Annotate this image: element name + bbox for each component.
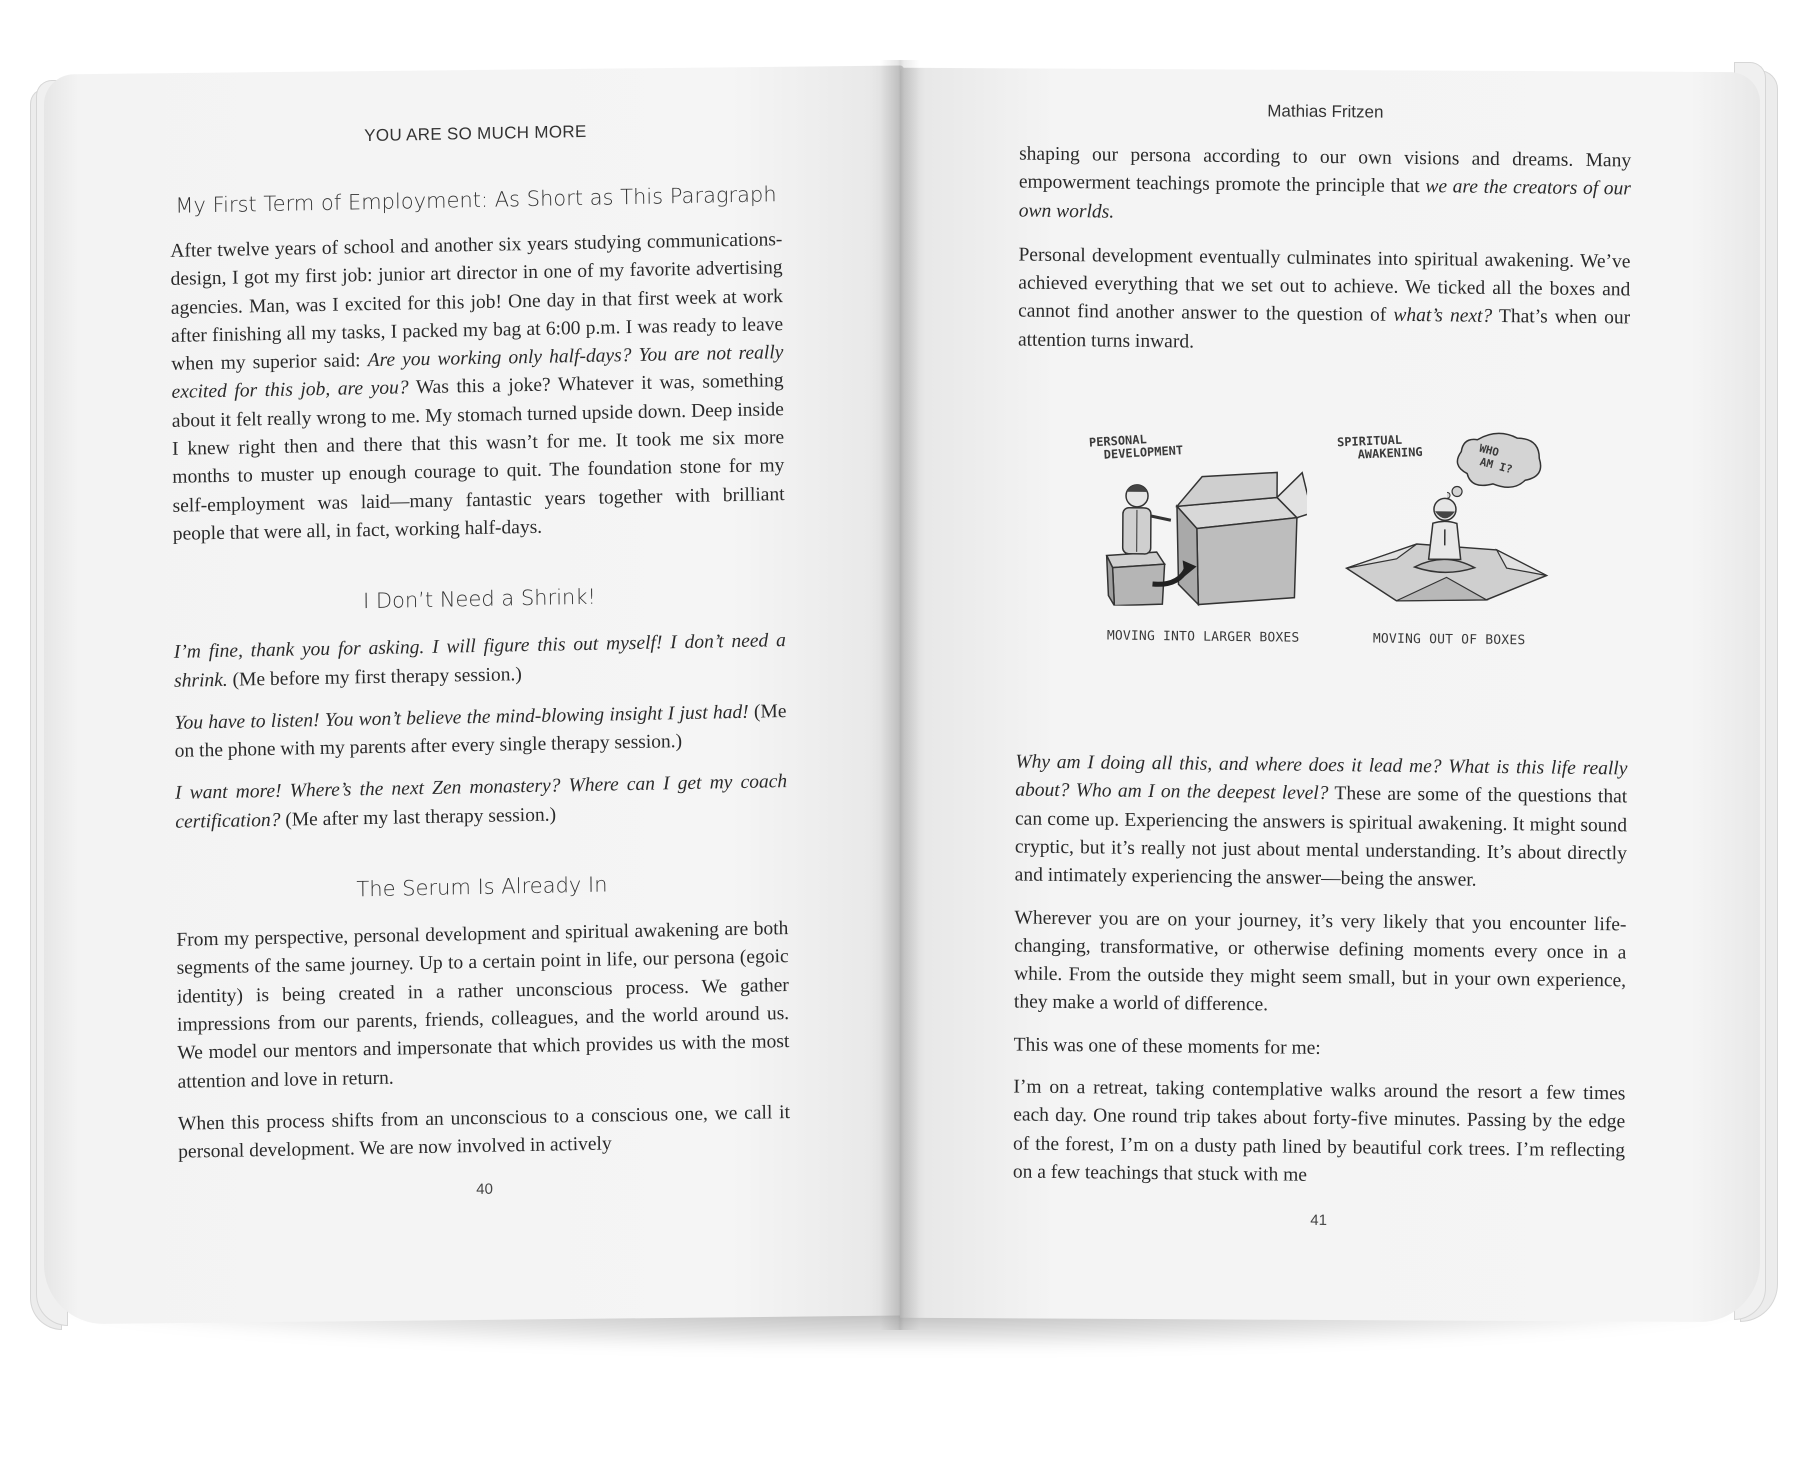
right-page	[900, 68, 1760, 1323]
section-title-shrink: I Don’t Need a Shrink!	[362, 584, 596, 614]
page-number-left: 40	[476, 1181, 494, 1199]
paragraph-employment: After twelve years of school and another six years studying communications-design, I got my first job: junior art director in one of my favorite advertising agencies. Man, was I excited for this job! One day in that first week at work after finishing all my tasks, I packed my bag at 6:00 p.m. I was ready to leave when my superior said: Are you working only half-days? You are not really excited for this job, are you? Was this a joke? Whatever it was, something about it felt really wrong to me. My stomach turned upside down. Deep inside I knew right then and there that this wasn’t for me. It took me six more months to muster up enough courage to quit. The foundation stone for my self-employment was laid—many fantastic years together with brilliant people that were all, in fact, working half-days.	[170, 229, 785, 545]
left-page-content	[169, 118, 790, 1204]
paragraph-serum-1: From my perspective, personal development and spiritual awakening are both segments of the same journey. Up to a certain point in life, our persona (egoic identity) is being created in a rather unconscious process. We gather impressions from our parents, friends, colleagues, and the world around us. We model our mentors and impersonate that which provides us with the most attention and love in return.	[176, 918, 790, 1093]
paragraph-retreat: I’m on a retreat, taking contemplative walks around the resort a few times each day. One round trip takes about forty-five minutes. Passing by the edge of the forest, I’m on a dusty path lined by beautiful cork trees. I’m reflecting on a few teachings that stuck with me	[1012, 1076, 1626, 1186]
section-title-employment: My First Term of Employment: As Short as This Paragraph	[175, 182, 777, 218]
caption-larger-boxes: MOVING INTO LARGER BOXES	[1106, 628, 1300, 646]
paragraph-awakening: Personal development eventually culminates into spiritual awakening. We’ve achieved everything that we set out to achieve. We ticked all the boxes and cannot find another answer to the question of what’s next? That’s when our attention turns inward.	[1017, 244, 1631, 353]
illustration-boxes	[1016, 395, 1630, 702]
paragraph-journey: Wherever you are on your journey, it’s very likely that you encounter life-changing, transformative, or otherwise defining moments every once in a while. From the outside they might seem small, but in your own experience, they make a world of difference.	[1013, 907, 1627, 1016]
right-page-content	[1013, 99, 1632, 1233]
paragraph-moment: This was one of these moments for me:	[1013, 1034, 1321, 1059]
person-moving-boxes-drawing	[1086, 455, 1307, 607]
thought-bubble-text: WHO AM I?	[1477, 441, 1514, 477]
illustration-heading-right: SPIRITUAL AWAKENING	[1336, 432, 1423, 462]
paragraph-shrink-3: I want more! Where’s the next Zen monastery? Where can I get my coach certification? (Me after my last therapy session.)	[175, 771, 788, 833]
caption-out-of-boxes: MOVING OUT OF BOXES	[1372, 631, 1526, 649]
page-number-right: 41	[1310, 1212, 1328, 1230]
meditating-person-drawing	[1336, 488, 1557, 610]
paragraph-persona: shaping our persona according to our own visions and dreams. Many empowerment teachings promote the principle that we are the creators of our own worlds.	[1018, 143, 1632, 223]
paragraph-shrink-2: You have to listen! You won’t believe the mind-blowing insight I just had! (Me on the phone with my parents after every single therapy session.)	[174, 700, 787, 762]
running-head-left: YOU ARE SO MUCH MORE	[364, 121, 587, 146]
running-head-right: Mathias Fritzen	[1267, 101, 1384, 122]
paragraph-serum-2: When this process shifts from an unconscious to a conscious one, we call it personal development. We are now involved in actively	[177, 1101, 791, 1163]
paragraph-shrink-1: I’m fine, thank you for asking. I will figure this out myself! I don’t need a shrink. (Me before my first therapy session.)	[173, 630, 786, 692]
left-page	[44, 65, 904, 1324]
illustration-heading-left: PERSONAL DEVELOPMENT	[1088, 432, 1184, 462]
paragraph-questions: Why am I doing all this, and where does it lead me? What is this life really about? Who am I on the deepest level? These are some of the questions that can come up. Experiencing the answers is spiritual awakening. It might sound cryptic, but it’s really not just about mental understanding. It’s about directly and intimately experiencing the answer—being the answer.	[1014, 751, 1628, 891]
section-title-serum: The Serum Is Already In	[356, 872, 608, 902]
book-gutter	[880, 60, 920, 1330]
